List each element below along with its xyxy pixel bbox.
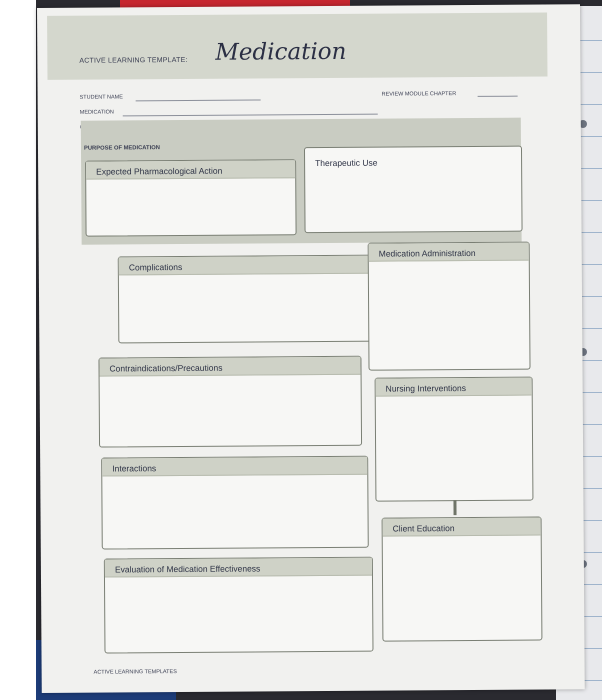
contraindications-box[interactable] <box>98 356 362 448</box>
review-module-line[interactable] <box>478 96 518 97</box>
medication-line[interactable] <box>123 114 378 117</box>
footer-label: ACTIVE LEARNING TEMPLATES <box>93 669 177 676</box>
student-name-line[interactable] <box>136 99 261 101</box>
evaluation-box[interactable] <box>104 557 374 654</box>
interactions-box[interactable] <box>101 456 369 550</box>
client-education-box[interactable] <box>382 516 543 641</box>
medication-administration-box[interactable] <box>368 242 531 371</box>
medication-administration-label: Medication Administration <box>378 247 476 259</box>
therapeutic-use-box[interactable] <box>304 146 523 234</box>
expected-action-label: Expected Pharmacological Action <box>96 165 223 177</box>
nursing-interventions-label: Nursing Interventions <box>385 383 467 394</box>
contraindications-label: Contraindications/Precautions <box>109 362 223 374</box>
complications-box[interactable] <box>118 255 382 344</box>
worksheet-paper <box>37 4 585 693</box>
nursing-interventions-box[interactable] <box>375 377 534 502</box>
purpose-label: PURPOSE OF MEDICATION <box>83 145 160 152</box>
client-education-label: Client Education <box>392 523 455 534</box>
medication-label: MEDICATION <box>79 109 114 116</box>
student-name-label: STUDENT NAME <box>79 94 123 101</box>
interactions-label: Interactions <box>112 463 157 474</box>
connector-line <box>453 500 456 515</box>
complications-label: Complications <box>128 261 183 273</box>
template-prefix: ACTIVE LEARNING TEMPLATE: <box>79 56 188 65</box>
expected-action-box[interactable] <box>85 159 297 236</box>
therapeutic-use-label: Therapeutic Use <box>315 157 378 169</box>
review-module-label: REVIEW MODULE CHAPTER <box>381 91 457 98</box>
template-title: Medication <box>215 38 347 66</box>
evaluation-label: Evaluation of Medication Effectiveness <box>114 563 261 575</box>
